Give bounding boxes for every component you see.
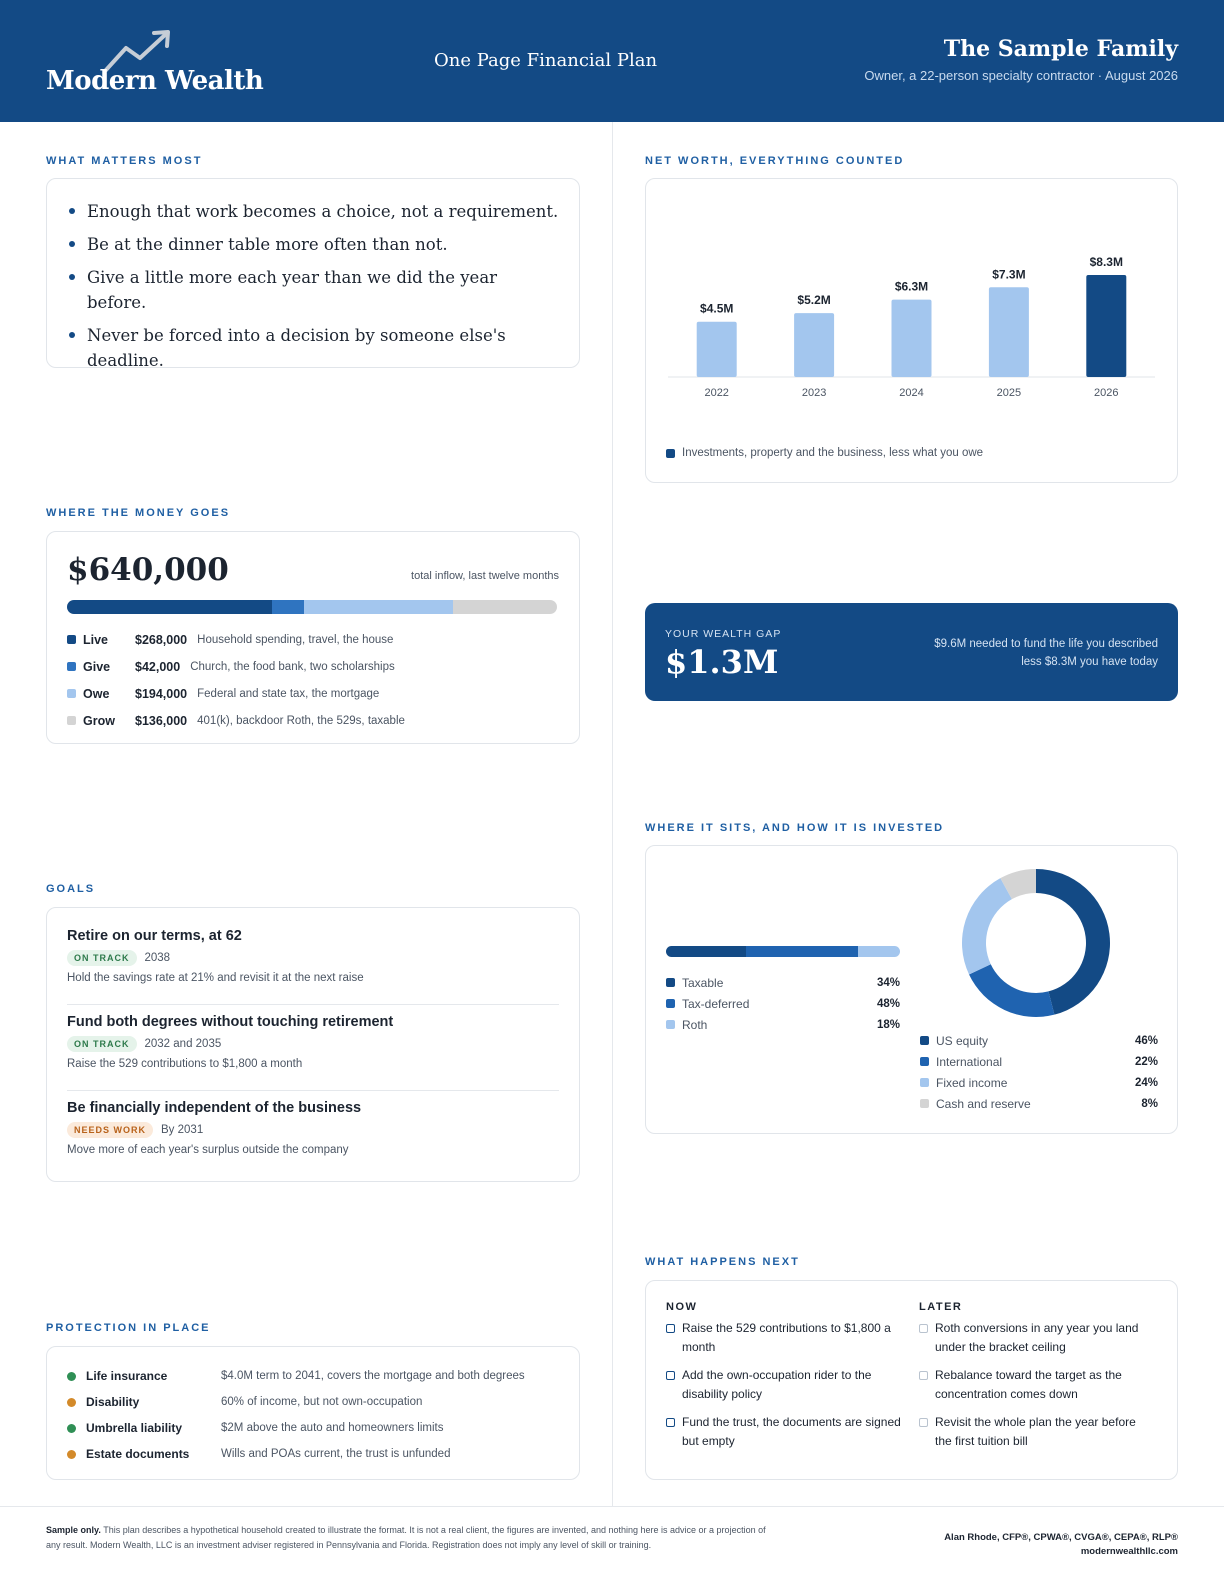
next-later-item[interactable] — [919, 1413, 1155, 1450]
networth-bar — [989, 287, 1029, 377]
networth-card — [645, 178, 1178, 483]
asset-class-row — [920, 1093, 1158, 1114]
section-label-matters: WHAT MATTERS MOST — [46, 155, 203, 167]
goal-date: By 2031 — [161, 1124, 204, 1136]
client-block — [864, 36, 1178, 83]
legend-swatch — [920, 1099, 929, 1108]
legend-swatch — [67, 716, 76, 725]
money-row-name: Grow — [83, 713, 115, 728]
money-row-name: Give — [83, 659, 111, 674]
account-type-row — [666, 972, 900, 993]
legend-swatch — [666, 978, 675, 987]
protection-row — [67, 1363, 559, 1389]
checkbox-icon[interactable] — [666, 1371, 675, 1380]
money-row-give — [67, 653, 559, 680]
protection-row — [67, 1441, 559, 1467]
checkbox-icon[interactable] — [666, 1418, 675, 1427]
money-caption: total inflow, last twelve months — [411, 570, 559, 582]
section-label-money: WHERE THE MONEY GOES — [46, 507, 231, 519]
next-item-text: Raise the 529 contributions to $1,800 a month — [682, 1321, 891, 1354]
asset-class-row — [920, 1051, 1158, 1072]
legend-swatch — [67, 689, 76, 698]
bar-value-label: $4.5M — [700, 301, 734, 316]
bar-value-label: $6.3M — [894, 279, 929, 294]
account-type-name: Taxable — [682, 975, 724, 990]
x-tick-label: 2022 — [704, 387, 729, 399]
footer-lead: Sample only. — [46, 1525, 101, 1535]
money-row-desc: Church, the food bank, two scholarships — [190, 660, 395, 673]
x-tick-label: 2026 — [1094, 387, 1119, 399]
asset-class-pct: 24% — [1134, 1076, 1158, 1089]
wealth-gap-line: $9.6M needed to fund the life you described — [934, 638, 1158, 650]
allocation-card — [645, 845, 1178, 1134]
next-later-column — [919, 1301, 1155, 1460]
money-row-desc: 401(k), backdoor Roth, the 529s, taxable — [197, 714, 405, 727]
protection-desc: $2M above the auto and homeowners limits — [221, 1422, 444, 1434]
goal-note: Raise the 529 contributions to $1,800 a month — [67, 1058, 303, 1070]
money-bar-segment — [304, 600, 453, 614]
protection-name: Estate documents — [86, 1447, 190, 1461]
networth-bar — [1086, 275, 1126, 377]
goal-note: Hold the savings rate at 21% and revisit it at the next raise — [67, 972, 364, 984]
account-bar-segment — [666, 946, 746, 957]
money-split-bar — [67, 600, 557, 614]
goal-title: Retire on our terms, at 62 — [67, 928, 242, 944]
bar-value-label: $7.3M — [992, 267, 1026, 282]
legend-swatch — [67, 635, 76, 644]
client-subtitle: Owner, a 22-person specialty contractor · August 2026 — [864, 68, 1178, 83]
x-tick-label: 2023 — [801, 387, 827, 399]
networth-legend-text: Investments, property and the business, less what you owe — [682, 447, 984, 459]
priority-item: Never be forced into a decision by someone else's deadline. — [67, 323, 559, 373]
status-dot-icon — [67, 1372, 76, 1381]
asset-class-pct: 8% — [1141, 1097, 1158, 1110]
goal-title: Be financially independent of the business — [67, 1100, 362, 1116]
money-row-live — [67, 626, 559, 653]
protection-desc: $4.0M term to 2041, covers the mortgage and both degrees — [221, 1370, 525, 1382]
donut-slice — [969, 964, 1054, 1017]
asset-class-name: US equity — [936, 1033, 989, 1048]
next-later-item[interactable] — [919, 1319, 1155, 1356]
asset-class-name: International — [936, 1054, 1003, 1069]
account-bar-segment — [858, 946, 900, 957]
footer-disclaimer-text: This plan describes a hypothetical household created to illustrate the format. It is not a real client, the figures are invented, and nothing here is advice or a projection of any result. Modern Wealth, LLC is an investment adviser registered in Pennsylvania and Florida. Registration does not imply any level of skill or training. — [46, 1525, 766, 1550]
x-tick-label: 2025 — [996, 387, 1022, 399]
family-name: The Sample Family — [943, 36, 1178, 62]
priority-item: Give a little more each year than we did the year before. — [67, 265, 559, 315]
protection-row — [67, 1415, 559, 1441]
column-divider — [612, 122, 613, 1506]
asset-allocation-donut — [956, 863, 1116, 1023]
section-label-invested: WHERE IT SITS, AND HOW IT IS INVESTED — [645, 822, 945, 834]
money-row-name: Live — [83, 632, 109, 647]
next-item-text: Fund the trust, the documents are signed but empty — [682, 1415, 901, 1448]
status-dot-icon — [67, 1424, 76, 1433]
page-header — [0, 0, 1224, 122]
next-later-heading: LATER — [919, 1301, 963, 1313]
protection-rows — [67, 1363, 559, 1467]
money-row-desc: Federal and state tax, the mortgage — [197, 687, 380, 700]
document-title: One Page Financial Plan — [434, 50, 658, 71]
account-type-pct: 48% — [876, 997, 900, 1010]
account-type-row — [666, 993, 900, 1014]
money-row-amount: $194,000 — [135, 686, 188, 701]
account-bar-segment — [746, 946, 858, 957]
section-label-protection: PROTECTION IN PLACE — [46, 1322, 211, 1334]
status-badge: ON TRACK — [67, 1036, 137, 1052]
protection-name: Umbrella liability — [86, 1421, 183, 1435]
next-item-text: Revisit the whole plan the year before the first tuition bill — [935, 1415, 1136, 1448]
matters-card — [46, 178, 580, 368]
next-steps-card — [645, 1280, 1178, 1480]
wealth-gap-explanation — [934, 635, 1158, 671]
money-rows — [67, 626, 559, 734]
footer-divider — [0, 1506, 1224, 1507]
asset-class-legend — [920, 1030, 1158, 1114]
money-bar-segment — [67, 600, 272, 614]
goal-divider — [67, 1004, 559, 1005]
status-dot-icon — [67, 1450, 76, 1459]
status-dot-icon — [67, 1398, 76, 1407]
status-badge: ON TRACK — [67, 950, 137, 966]
legend-swatch — [920, 1036, 929, 1045]
legend-swatch — [920, 1057, 929, 1066]
logo[interactable] — [46, 28, 264, 98]
asset-class-pct: 46% — [1134, 1034, 1158, 1047]
x-tick-label: 2024 — [899, 387, 924, 399]
legend-swatch — [666, 449, 675, 458]
website-link[interactable]: modernwealthllc.com — [1080, 1546, 1178, 1557]
account-type-row — [666, 1014, 900, 1035]
goal-date: 2038 — [144, 952, 171, 964]
advisor-name: Alan Rhode, CFP®, CPWA®, CVGA®, CEPA®, RLP® — [944, 1532, 1178, 1543]
protection-row — [67, 1389, 559, 1415]
protection-card — [46, 1346, 580, 1480]
goals-card — [46, 907, 580, 1182]
wealth-gap-value: $1.3M — [665, 643, 779, 681]
goal-meta — [67, 1036, 559, 1052]
money-row-grow — [67, 707, 559, 734]
account-type-name: Roth — [682, 1017, 708, 1032]
next-now-heading: NOW — [666, 1301, 698, 1313]
legend-swatch — [666, 1020, 675, 1029]
goal-note: Move more of each year's surplus outside the company — [67, 1144, 349, 1156]
goal-title: Fund both degrees without touching retirement — [67, 1014, 394, 1030]
goal-item — [67, 1014, 559, 1070]
next-now-column — [666, 1301, 902, 1460]
checkbox-icon[interactable] — [919, 1418, 928, 1427]
networth-bar — [794, 313, 834, 377]
status-badge: NEEDS WORK — [67, 1122, 153, 1138]
protection-desc: 60% of income, but not own-occupation — [221, 1396, 423, 1408]
asset-class-pct: 22% — [1134, 1055, 1158, 1068]
next-item-text: Add the own-occupation rider to the disability policy — [682, 1368, 872, 1401]
priorities-list — [67, 199, 559, 381]
next-now-item[interactable] — [666, 1366, 902, 1403]
goal-divider — [67, 1090, 559, 1091]
protection-name: Life insurance — [86, 1369, 168, 1383]
footer-disclaimer — [46, 1523, 776, 1553]
wealth-gap-card — [645, 603, 1178, 701]
account-type-bar — [666, 946, 900, 957]
logo-text: Modern Wealth — [46, 66, 264, 96]
legend-swatch — [666, 999, 675, 1008]
asset-class-row — [920, 1072, 1158, 1093]
money-row-amount: $268,000 — [135, 632, 188, 647]
legend-swatch — [920, 1078, 929, 1087]
bar-value-label: $5.2M — [797, 293, 831, 308]
money-bar-segment — [453, 600, 557, 614]
bar-value-label: $8.3M — [1089, 255, 1123, 269]
account-type-legend — [666, 972, 900, 1035]
wealth-gap-line: less $8.3M you have today — [1021, 656, 1158, 668]
money-row-owe — [67, 680, 559, 707]
checkbox-icon[interactable] — [919, 1371, 928, 1380]
next-now-item[interactable] — [666, 1413, 902, 1450]
next-item-text: Rebalance toward the target as the concentration comes down — [935, 1368, 1122, 1401]
wealth-gap-label: YOUR WEALTH GAP — [665, 628, 782, 640]
donut-slice — [962, 878, 1012, 974]
networth-bar-chart — [646, 179, 1177, 419]
networth-bar — [892, 300, 932, 377]
account-type-pct: 34% — [876, 976, 900, 989]
priority-item: Be at the dinner table more often than not. — [67, 232, 559, 257]
asset-class-row — [920, 1030, 1158, 1051]
footer-advisor — [944, 1531, 1178, 1559]
asset-class-name: Fixed income — [936, 1075, 1008, 1090]
account-type-name: Tax-deferred — [682, 996, 750, 1011]
priority-item: Enough that work becomes a choice, not a requirement. — [67, 199, 559, 224]
checkbox-icon[interactable] — [919, 1324, 928, 1333]
money-row-amount: $136,000 — [135, 713, 188, 728]
protection-desc: Wills and POAs current, the trust is unfunded — [221, 1448, 451, 1460]
checkbox-icon[interactable] — [666, 1324, 675, 1333]
goal-item — [67, 928, 559, 984]
protection-name: Disability — [86, 1395, 140, 1409]
goal-item — [67, 1100, 559, 1156]
money-card — [46, 531, 580, 744]
goal-meta — [67, 950, 559, 966]
section-label-networth: NET WORTH, EVERYTHING COUNTED — [645, 155, 905, 167]
next-later-item[interactable] — [919, 1366, 1155, 1403]
networth-legend — [666, 447, 983, 459]
goal-meta — [67, 1122, 559, 1138]
account-type-pct: 18% — [876, 1018, 900, 1031]
next-now-item[interactable] — [666, 1319, 902, 1356]
money-row-amount: $42,000 — [135, 659, 181, 674]
goal-date: 2032 and 2035 — [144, 1038, 222, 1050]
money-total: $640,000 — [67, 552, 229, 588]
money-bar-segment — [272, 600, 304, 614]
networth-bar — [697, 322, 737, 377]
section-label-next: WHAT HAPPENS NEXT — [645, 1256, 800, 1268]
section-label-goals: GOALS — [46, 883, 96, 895]
legend-swatch — [67, 662, 76, 671]
next-item-text: Roth conversions in any year you land under the bracket ceiling — [935, 1321, 1139, 1354]
money-row-name: Owe — [83, 686, 110, 701]
money-row-desc: Household spending, travel, the house — [197, 633, 394, 646]
asset-class-name: Cash and reserve — [936, 1096, 1031, 1111]
